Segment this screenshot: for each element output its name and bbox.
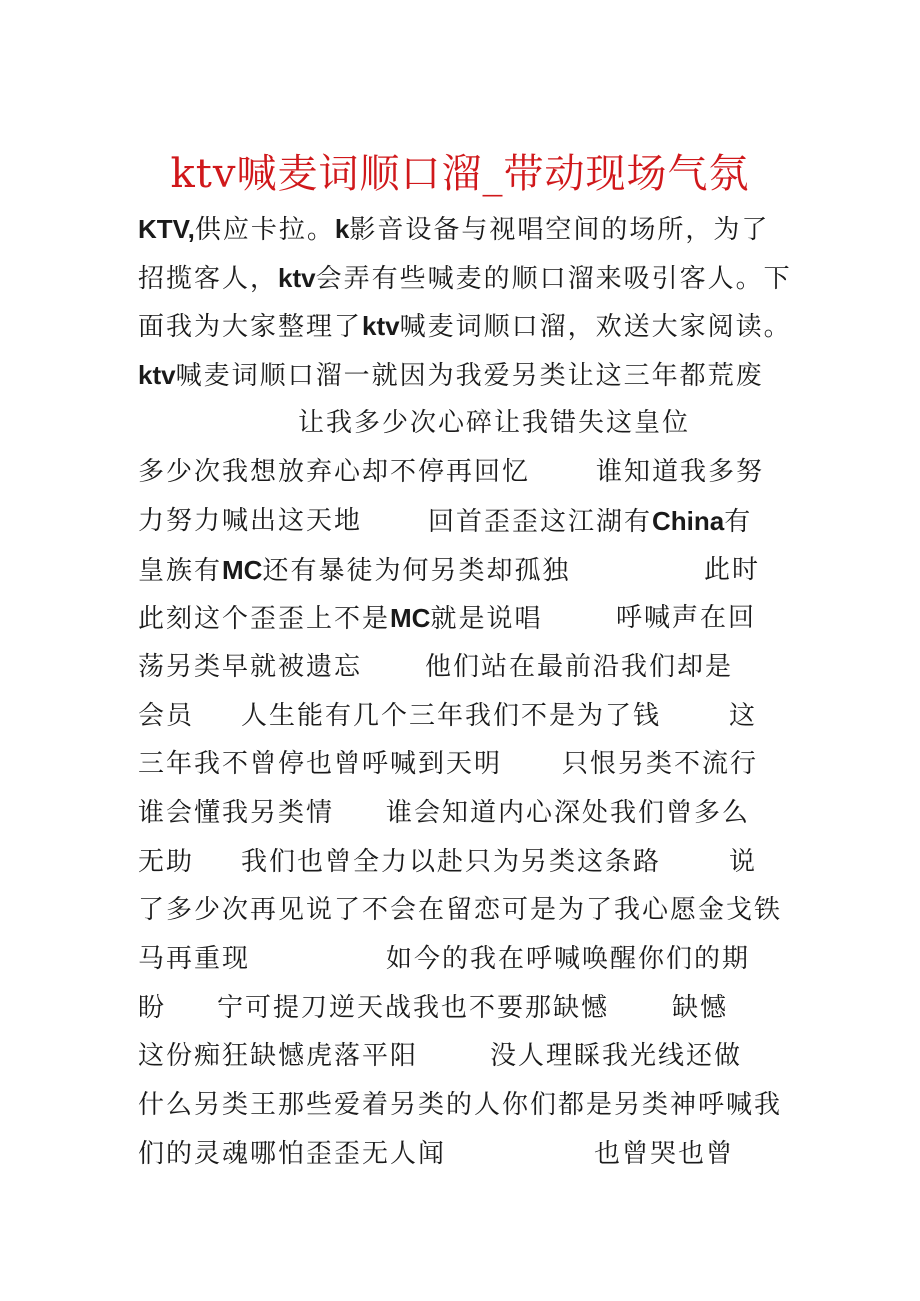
lyric-segment: 只恨另类不流行 [562,749,759,779]
text: 回首歪歪这江湖有 [428,507,653,537]
intro-line-2 [138,261,792,296]
lyric-segment: 谁会懂我另类情 [138,798,335,828]
text: 面我为大家整理了 [138,312,363,342]
lyric-segment: 缺憾 [672,993,729,1023]
centered-lyric-line: 让我多少次心碎让我错失这皇位 [298,408,691,438]
text: 供应卡拉。 [194,215,335,245]
lyric-segment: 宁可提刀逆天战我也不要那缺憾 [217,993,610,1023]
lyric-segment: 呼喊声在回 [616,603,757,633]
lyric-segment: 多少次我想放弃心却不停再回忆 [138,457,531,487]
text-latin: MC [222,555,263,585]
intro-line-1 [138,212,769,247]
text: 皇族有 [138,556,223,586]
lyric-segment: 们的灵魂哪怕歪歪无人闻 [138,1139,447,1169]
lyric-segment: 三年我不曾停也曾呼喊到天明 [138,749,503,779]
intro-line-3 [138,309,792,344]
lyric-segment: 如今的我在呼喊唤醒你们的期 [386,944,751,974]
text: 还有暴徒为何另类却孤独 [262,556,571,586]
lyric-segment: 这 [729,701,758,731]
text: 此刻这个歪歪上不是 [138,604,391,634]
text-latin: ktv [138,360,176,390]
lyric-segment: 马再重现 [138,944,251,974]
intro-line-4 [138,358,764,393]
lyric-segment: 此时 [704,555,761,585]
lyric-segment-mixed [138,553,570,588]
lyric-segment-mixed [138,601,542,636]
lyric-segment: 没人理睬我光线还做 [490,1041,743,1071]
lyric-segment: 说 [729,847,758,877]
text: 有 [724,507,753,537]
lyric-segment: 这份痴狂缺憾虎落平阳 [138,1041,419,1071]
lyric-segment: 了多少次再见说了不会在留恋可是为了我心愿金戈铁 [138,895,783,925]
lyric-segment: 荡另类早就被遗忘 [138,652,363,682]
lyric-segment: 谁会知道内心深处我们曾多么 [386,798,751,828]
lyric-segment: 谁知道我多努 [596,457,765,487]
lyric-segment: 力努力喊出这天地 [138,506,363,536]
lyric-segment: 会员 [138,701,195,731]
lyric-segment: 什么另类王那些爱着另类的人你们都是另类神呼喊我 [138,1090,783,1120]
text-latin: k [334,214,350,244]
text-latin: ktv [362,311,400,341]
text: 影音设备与视唱空间的场所，为了 [349,215,770,245]
lyric-segment: 无助 [138,847,195,877]
lyric-segment: 盼 [138,993,167,1023]
lyric-segment: 我们也曾全力以赴只为另类这条路 [241,847,662,877]
text: 喊麦词顺口溜一就因为我爱另类让这三年都荒废 [175,361,764,391]
text-latin: MC [390,603,431,633]
lyric-segment: 他们站在最前沿我们却是 [425,652,734,682]
text-latin: KTV, [138,214,195,244]
document-title: ktv喊麦词顺口溜_带动现场气氛 [170,151,750,197]
text-latin: ktv [278,263,316,293]
text: 会弄有些喊麦的顺口溜来吸引客人。下 [315,264,792,294]
lyric-segment: 也曾哭也曾 [594,1139,735,1169]
text-latin: China [652,506,725,536]
text: 就是说唱 [430,604,543,634]
lyric-segment-mixed [428,504,752,539]
text: 招揽客人， [138,264,279,294]
lyric-segment: 人生能有几个三年我们不是为了钱 [241,701,662,731]
text: 喊麦词顺口溜，欢送大家阅读。 [399,312,792,342]
